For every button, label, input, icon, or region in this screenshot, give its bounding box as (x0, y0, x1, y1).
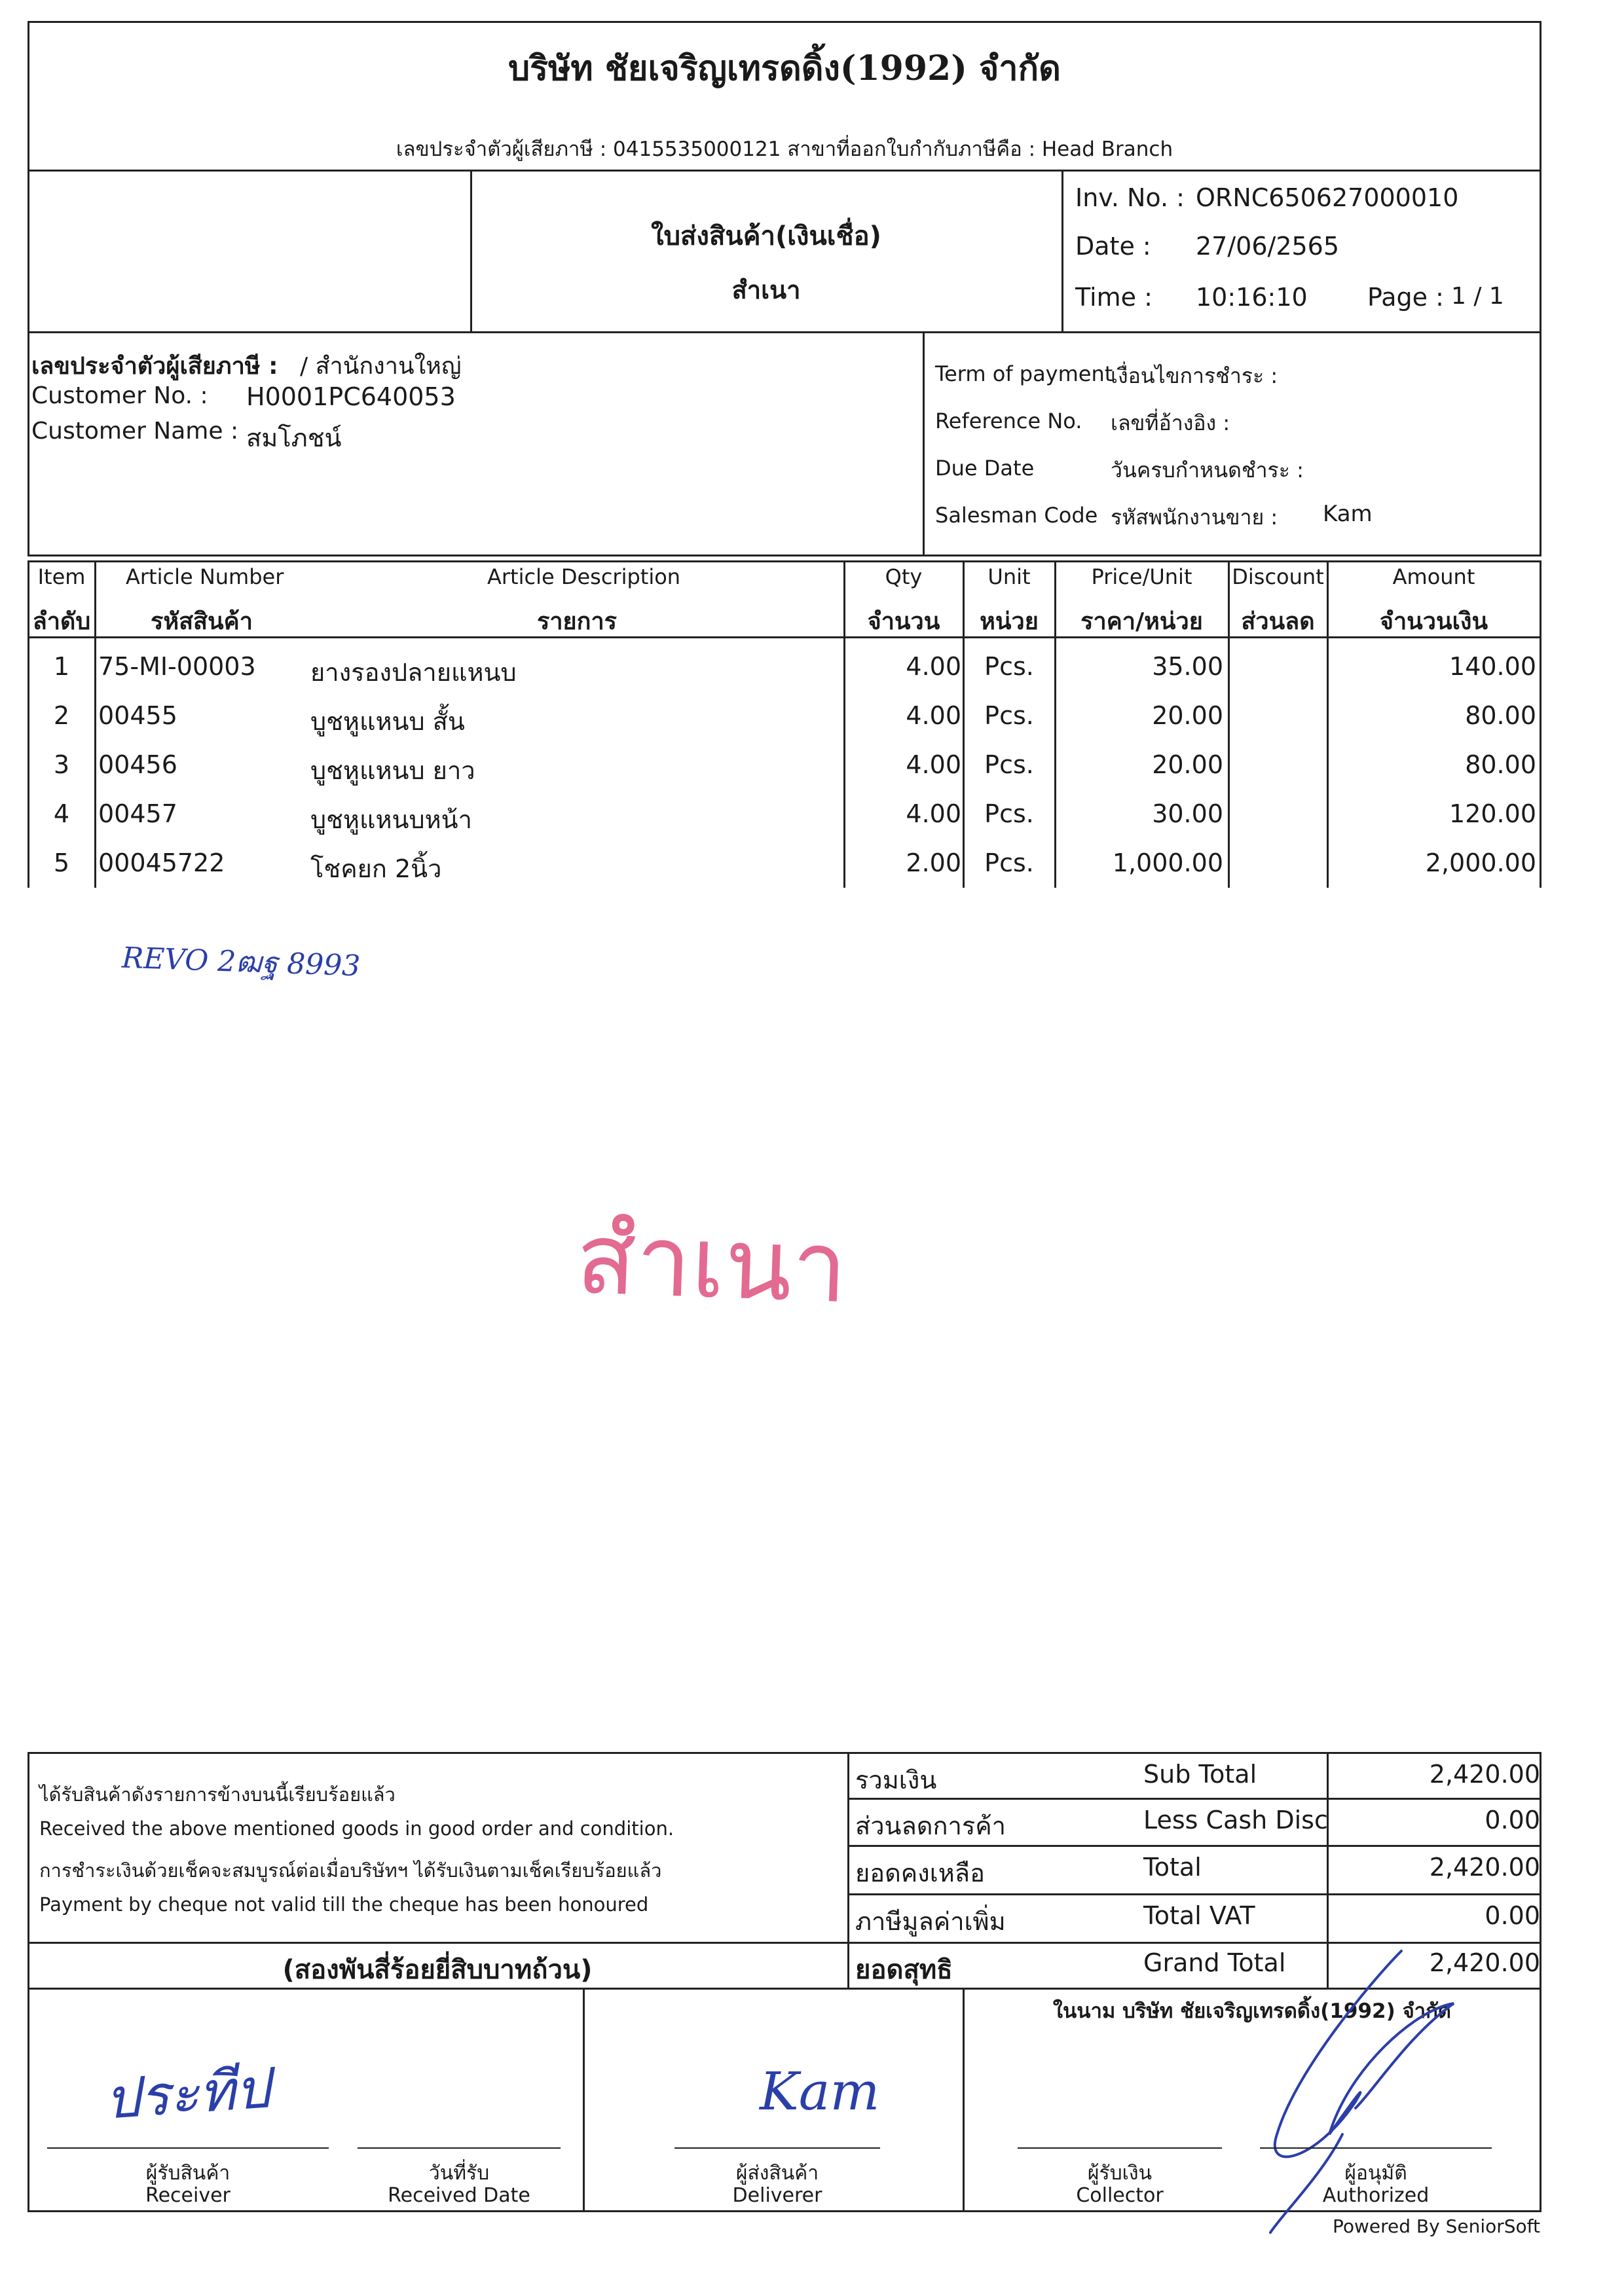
row-price: 20.00 (1152, 701, 1223, 730)
col-header-article-number-th: รหัสสินค้า (151, 608, 253, 635)
total-label-en: Total (1143, 1853, 1202, 1882)
inv-label: Inv. No. : (1075, 183, 1185, 212)
divider (1061, 170, 1063, 333)
totals-divider (847, 1752, 849, 1988)
signature-line (47, 2147, 329, 2149)
term-label: Term of payment (935, 361, 1113, 386)
discount-value: 0.00 (1485, 1806, 1540, 1834)
row-desc: บูชหูแหนบ สั้น (310, 707, 465, 736)
ref-thai: เลขที่อ้างอิง : (1111, 410, 1230, 435)
received-date-label-th: วันที่รับ (428, 2162, 490, 2185)
table-col-line (1540, 560, 1541, 888)
term-thai: เงื่อนไขการชำระ : (1111, 363, 1278, 388)
row-amount: 140.00 (1449, 652, 1536, 681)
receiver-label-th: ผู้รับสินค้า (145, 2162, 231, 2185)
col-header-item-th: ลำดับ (32, 608, 91, 635)
ref-label: Reference No. (935, 409, 1082, 433)
totals-row-line (847, 1893, 1541, 1895)
col-header-article-description-th: รายการ (537, 608, 617, 635)
footer-note: Payment by cheque not valid till the cheque has been honoured (39, 1893, 649, 1916)
col-header-item: Item (37, 564, 86, 589)
company-name: บริษัท ชัยเจริญเทรดดิ้ง(1992) จำกัด (508, 48, 1061, 88)
handwritten-note: REVO 2ฒฐ 8993 (121, 941, 361, 983)
col-header-amount-th: จำนวนเงิน (1379, 608, 1488, 635)
row-amount: 120.00 (1449, 799, 1536, 828)
row-price: 1,000.00 (1112, 848, 1223, 877)
row-price: 30.00 (1152, 799, 1223, 828)
collector-label-th: ผู้รับเงิน (1087, 2162, 1153, 2185)
totals-row-line (847, 1798, 1541, 1800)
row-item: 3 (53, 750, 70, 779)
vat-label-en: Total VAT (1143, 1901, 1255, 1930)
deliverer-label-en: Deliverer (732, 2184, 822, 2207)
col-header-qty-th: จำนวน (867, 608, 940, 635)
footer-note: ได้รับสินค้าดังรายการข้างบนนี้เรียบร้อยแล้ว (39, 1783, 396, 1806)
amount-in-words: (สองพันสี่ร้อยยี่สิบบาทถ้วน) (282, 1955, 593, 1985)
subtotal-value: 2,420.00 (1429, 1760, 1540, 1789)
row-code: 00045722 (98, 848, 225, 877)
discount-label-en: Less Cash Disc (1143, 1806, 1328, 1834)
footer-top-line (28, 1752, 1541, 1754)
doc-title: ใบส่งสินค้า(เงินเชื่อ) (651, 221, 881, 251)
row-code: 00457 (98, 799, 177, 828)
col-header-article-number: Article Number (126, 564, 284, 589)
row-unit: Pcs. (984, 848, 1034, 877)
footer-note: Received the above mentioned goods in good order and condition. (39, 1817, 674, 1840)
received-date-label-en: Received Date (388, 2184, 530, 2207)
subtotal-label-en: Sub Total (1143, 1760, 1257, 1789)
signature-line (1018, 2147, 1222, 2149)
customer-tax-value: / สำนักงานใหญ่ (300, 353, 462, 380)
date-value: 27/06/2565 (1196, 232, 1340, 261)
row-unit: Pcs. (984, 750, 1034, 779)
col-header-qty: Qty (885, 564, 923, 589)
row-item: 2 (53, 701, 70, 730)
row-unit: Pcs. (984, 701, 1034, 730)
salesman-label: Salesman Code (935, 503, 1098, 528)
customer-tax-label: เลขประจำตัวผู้เสียภาษี : (31, 353, 278, 380)
row-unit: Pcs. (984, 652, 1034, 681)
grand-total-value: 2,420.00 (1429, 1948, 1540, 1977)
authorized-label-th: ผู้อนุมัติ (1344, 2162, 1407, 2185)
signature-line (358, 2147, 561, 2149)
divider (923, 331, 925, 556)
signature-line (1260, 2147, 1492, 2149)
table-top-line (28, 560, 1541, 562)
customer-name-value: สมโภชน์ (246, 424, 342, 452)
salesman-thai: รหัสพนักงานขาย : (1111, 505, 1278, 530)
row-item: 5 (53, 848, 70, 877)
row-desc: บูชหูแหนบ ยาว (310, 756, 475, 785)
copy-label: สำเนา (731, 276, 801, 304)
inv-value: ORNC650627000010 (1196, 183, 1459, 212)
powered-by: Powered By SeniorSoft (1332, 2215, 1540, 2237)
collector-label-en: Collector (1076, 2184, 1164, 2207)
page-value: 1 / 1 (1451, 283, 1504, 310)
deliverer-label-th: ผู้ส่งสินค้า (735, 2162, 819, 2185)
total-label-th: ยอดคงเหลือ (855, 1859, 985, 1887)
deliverer-handwriting: Kam (760, 2061, 880, 2122)
col-header-unit: Unit (987, 564, 1031, 589)
due-label: Due Date (935, 456, 1035, 481)
row-code: 75-MI-00003 (98, 652, 256, 681)
row-qty: 4.00 (906, 750, 961, 779)
signature-line (674, 2147, 880, 2149)
col-header-price-th: ราคา/หน่วย (1080, 608, 1203, 635)
row-qty: 4.00 (906, 799, 961, 828)
row-qty: 4.00 (906, 701, 961, 730)
time-label: Time : (1075, 283, 1153, 312)
vat-value: 0.00 (1485, 1901, 1540, 1930)
subtotal-label-th: รวมเงิน (855, 1766, 937, 1795)
row-item: 4 (53, 799, 70, 828)
footer-note: การชำระเงินด้วยเช็คจะสมบูรณ์ต่อเมื่อบริษัทฯ ได้รับเงินตามเช็คเรียบร้อยแล้ว (39, 1859, 662, 1882)
row-amount: 80.00 (1465, 701, 1536, 730)
row-item: 1 (53, 652, 70, 681)
col-header-discount-th: ส่วนลด (1241, 608, 1315, 635)
col-header-discount: Discount (1232, 564, 1324, 589)
row-code: 00456 (98, 750, 177, 779)
receiver-handwriting: ประทีป (102, 2056, 272, 2132)
customer-name-label: Customer Name : (31, 418, 239, 445)
row-unit: Pcs. (984, 799, 1034, 828)
copy-stamp: สำเนา (574, 1201, 849, 1326)
row-amount: 2,000.00 (1425, 848, 1536, 877)
total-value: 2,420.00 (1429, 1853, 1540, 1882)
row-desc: โชคยก 2นิ้ว (310, 854, 442, 883)
page-label: Page : (1367, 283, 1444, 312)
col-header-article-description: Article Description (487, 564, 681, 589)
row-qty: 2.00 (906, 848, 961, 877)
date-label: Date : (1075, 232, 1151, 261)
col-header-price: Price/Unit (1091, 564, 1192, 589)
col-header-unit-th: หน่วย (980, 608, 1039, 635)
table-col-line (94, 560, 96, 888)
tax-line: เลขประจำตัวผู้เสียภาษี : 0415535000121 สาขาที่ออกใบกำกับภาษีคือ : Head Branch (396, 137, 1173, 161)
time-value: 10:16:10 (1196, 283, 1308, 312)
on-behalf-label: ในนาม บริษัท ชัยเจริญเทรดดิ้ง(1992) จำกัด (1052, 1999, 1452, 2023)
salesman-value: Kam (1323, 501, 1373, 527)
row-amount: 80.00 (1465, 750, 1536, 779)
customer-no-value: H0001PC640053 (246, 382, 456, 411)
receiver-label-en: Receiver (145, 2184, 231, 2207)
col-header-amount: Amount (1392, 564, 1475, 589)
vat-label-th: ภาษีมูลค่าเพิ่ม (855, 1907, 1006, 1936)
customer-no-label: Customer No. : (31, 382, 208, 409)
discount-label-th: ส่วนลดการค้า (855, 1812, 1006, 1840)
row-desc: ยางรองปลายแหนบ (310, 658, 517, 687)
row-price: 35.00 (1152, 652, 1223, 681)
due-thai: วันครบกำหนดชำระ : (1111, 458, 1304, 483)
authorized-label-en: Authorized (1322, 2184, 1430, 2207)
signature-divider (583, 1988, 585, 2210)
row-qty: 4.00 (906, 652, 961, 681)
row-code: 00455 (98, 701, 177, 730)
grand-total-label-en: Grand Total (1143, 1948, 1286, 1977)
row-price: 20.00 (1152, 750, 1223, 779)
row-desc: บูชหูแหนบหน้า (310, 805, 472, 834)
grand-total-label-th: ยอดสุทธิ (855, 1955, 953, 1985)
